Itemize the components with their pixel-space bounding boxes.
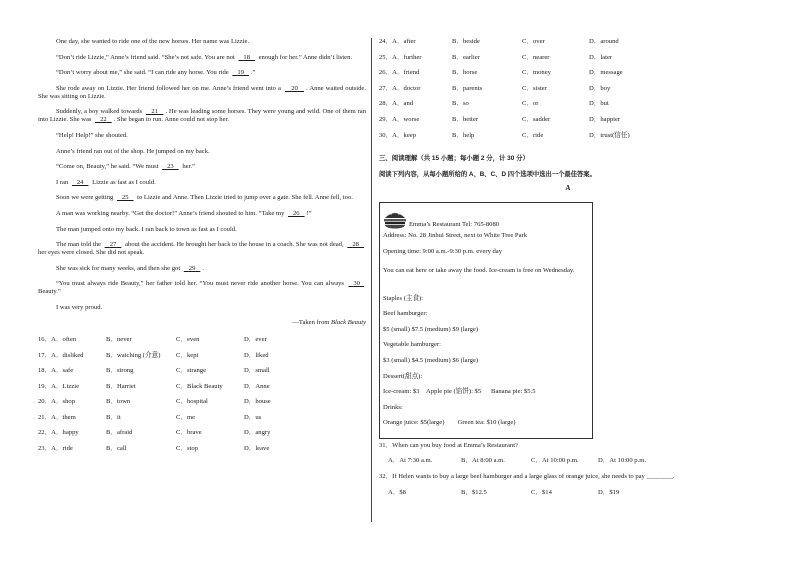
option-row: 23．A．ride B．call C．stop D．leave — [38, 445, 270, 453]
passage-paragraph: The man jumped onto my back. I ran back to town as fast as I could. — [56, 225, 237, 233]
blank-30: 30 — [353, 280, 360, 288]
blank-21: 21 — [151, 108, 159, 116]
blank-29: 29 — [188, 264, 196, 272]
option-row: 26．A．friend B．horse C．money D．message — [379, 69, 623, 77]
question-list — [379, 442, 757, 504]
ad-beef-label: Beef hamburger: — [383, 310, 428, 318]
option-row: 22．A．happy B．afraid C．brave D．angry — [38, 429, 271, 437]
hamburger-icon — [383, 209, 407, 229]
option-row: 16．A．often B．never C．even D．ever — [38, 335, 267, 343]
section-title: 三、阅读理解（共 15 小题；每小题 2 分，计 30 分） — [379, 155, 529, 163]
ad-dessert-heading: Dessert(甜点): — [383, 372, 423, 380]
question-stem: 32．If Helen wants to buy a large beef hamburger and a large glass of orange juice, she needs to pay ________. — [379, 473, 675, 481]
passage-paragraph: One day, she wanted to ride one of the new horses. Her name was Lizzie. — [56, 38, 250, 45]
blank-27: 27 — [109, 241, 117, 249]
ad-drink-items: Orange juice: $5(large) Green tea: $10 (large) — [383, 419, 516, 427]
passage-label: A — [565, 185, 571, 193]
options-list-left — [38, 336, 366, 461]
passage-paragraph: A man was working nearby. “Get the doctor!” Anne’s friend shouted to him. “Take my 26 !” — [56, 209, 312, 217]
ad-drinks-heading: Drinks: — [383, 403, 403, 411]
blank-25: 25 — [121, 194, 129, 202]
options-list-right — [379, 38, 757, 147]
blank-26: 26 — [292, 209, 300, 217]
ad-address: Address: No. 28 Jinhui Street, next to White Tree Park — [383, 232, 528, 240]
question-options: A．At 7:30 a.m. B．At 8:00 a.m. C．At 10:00 p.m. D．At 10:00 p.m. — [388, 457, 646, 465]
ad-veg-label: Vegetable hamburger: — [383, 341, 441, 349]
blank-23: 23 — [167, 163, 174, 171]
option-row: 24．A．after B．beside C．over D．around — [379, 38, 619, 45]
right-column — [379, 38, 757, 504]
blank-20: 20 — [291, 84, 298, 92]
ad-title: Emma’s Restaurant Tel: 765-8080 — [409, 221, 500, 229]
section-instruction: 阅读下列内容，从每小题所给的 A、B、C、D 四个选项中选出一个最佳答案。 — [379, 171, 596, 179]
ad-description: You can eat here or take away the food. Ice-cream is free on Wednesday. — [383, 267, 575, 275]
question-stem: 31．When can you buy food at Emma’s Restaurant? — [379, 441, 518, 449]
ad-beef-prices: $5 (small) $7.5 (medium) $9 (large) — [383, 325, 479, 333]
option-row: 17．A．disliked B．watching (介意) C．kept D．liked — [38, 351, 269, 359]
column-divider — [371, 38, 372, 522]
passage-paragraph: “Don’t ride Lizzie,” Anne’s friend said. “She’s not safe. You are not 18 enough for her.” Anne didn’t listen. — [56, 53, 353, 61]
passage-paragraph: Anne’s friend ran out of the shop. He jumped on my back. — [56, 147, 210, 155]
question-options: A．$8 B．$12.5 C．$14 D．$19 — [388, 488, 620, 496]
blank-19: 19 — [237, 69, 244, 77]
option-row: 20．A．shop B．town C．hospital D．house — [38, 398, 271, 406]
option-row: 19．A．Lizzie B．Harriet C．Black Beauty D．Anne — [38, 382, 270, 390]
passage-paragraph: The man told the 27 about the accident. He brought her back to the house in a coach. She was not dead, 28 her eyes were closed. She did not speak. — [38, 241, 366, 257]
passage-source: —Taken from Black Beauty — [292, 318, 366, 326]
blank-28: 28 — [352, 241, 359, 249]
passage-paragraph: “Come on, Beauty,” he said. “We must 23 her.” — [56, 163, 195, 171]
passage-paragraph: I ran 24 Lizzie as fast as I could. — [56, 178, 156, 186]
ad-staples-heading: Staples (主食): — [383, 294, 424, 302]
passage-paragraph: She rode away on Lizzie. Her friend followed her on me. Anne’s friend went into a 20 . Anne waited outside. She was sitting on Lizzie. — [38, 84, 366, 100]
option-row: 28．A．and B．so C．or D．but — [379, 100, 609, 108]
ad-dessert-items: Ice-cream: $3 Apple pie (馅饼): $5 Banana pie: $5.5 — [383, 388, 536, 396]
ad-veg-prices: $3 (small) $4.5 (medium) $6 (large) — [383, 356, 479, 364]
ad-hours: Opening time: 9:00 a.m.-9:30 p.m. every day — [383, 247, 503, 255]
blank-24: 24 — [76, 178, 84, 186]
restaurant-ad — [379, 202, 593, 439]
option-row: 30．A．keep B．help C．ride D．trust(信任) — [379, 131, 630, 139]
option-row: 21．A．them B．it C．me D．us — [38, 413, 262, 421]
passage-paragraph: “You must always ride Beauty,” her father told her. “You must never ride another horse. You can always 30 Beauty.” — [38, 280, 366, 296]
blank-22: 22 — [100, 116, 107, 124]
option-row: 29．A．worse B．better C．sadder D．happier — [379, 115, 621, 123]
blank-18: 18 — [243, 53, 250, 61]
passage-paragraph: “Help! Help!” she shouted. — [56, 131, 128, 139]
passage-paragraph: I was very proud. — [56, 303, 103, 311]
ad-header — [383, 207, 589, 229]
passage-paragraph: She was sick for many weeks, and then she got 29 . — [56, 264, 204, 272]
option-row: 25．A．further B．earlier C．nearer D．later — [379, 53, 613, 61]
passage-paragraph: “Don’t worry about me,” she said. “I can ride any horse. You ride 19 .” — [56, 69, 256, 77]
passage-paragraph: Suddenly, a boy walked towards 21 . He was leading some horses. They were young and wild. One of them ran into Lizzie. She was 22 . She began to run. Anne could not stop her. — [38, 108, 366, 124]
option-row: 27．A．doctor B．parents C．sister D．boy — [379, 84, 611, 92]
left-column — [38, 38, 366, 461]
passage-paragraph: Soon we were getting 25 to Lizzie and Anne. Then Lizzie tried to jump over a gate. She fell. Anne fell, too. — [56, 194, 353, 202]
option-row: 18．A．safe B．strong C．strange D．small — [38, 367, 270, 375]
